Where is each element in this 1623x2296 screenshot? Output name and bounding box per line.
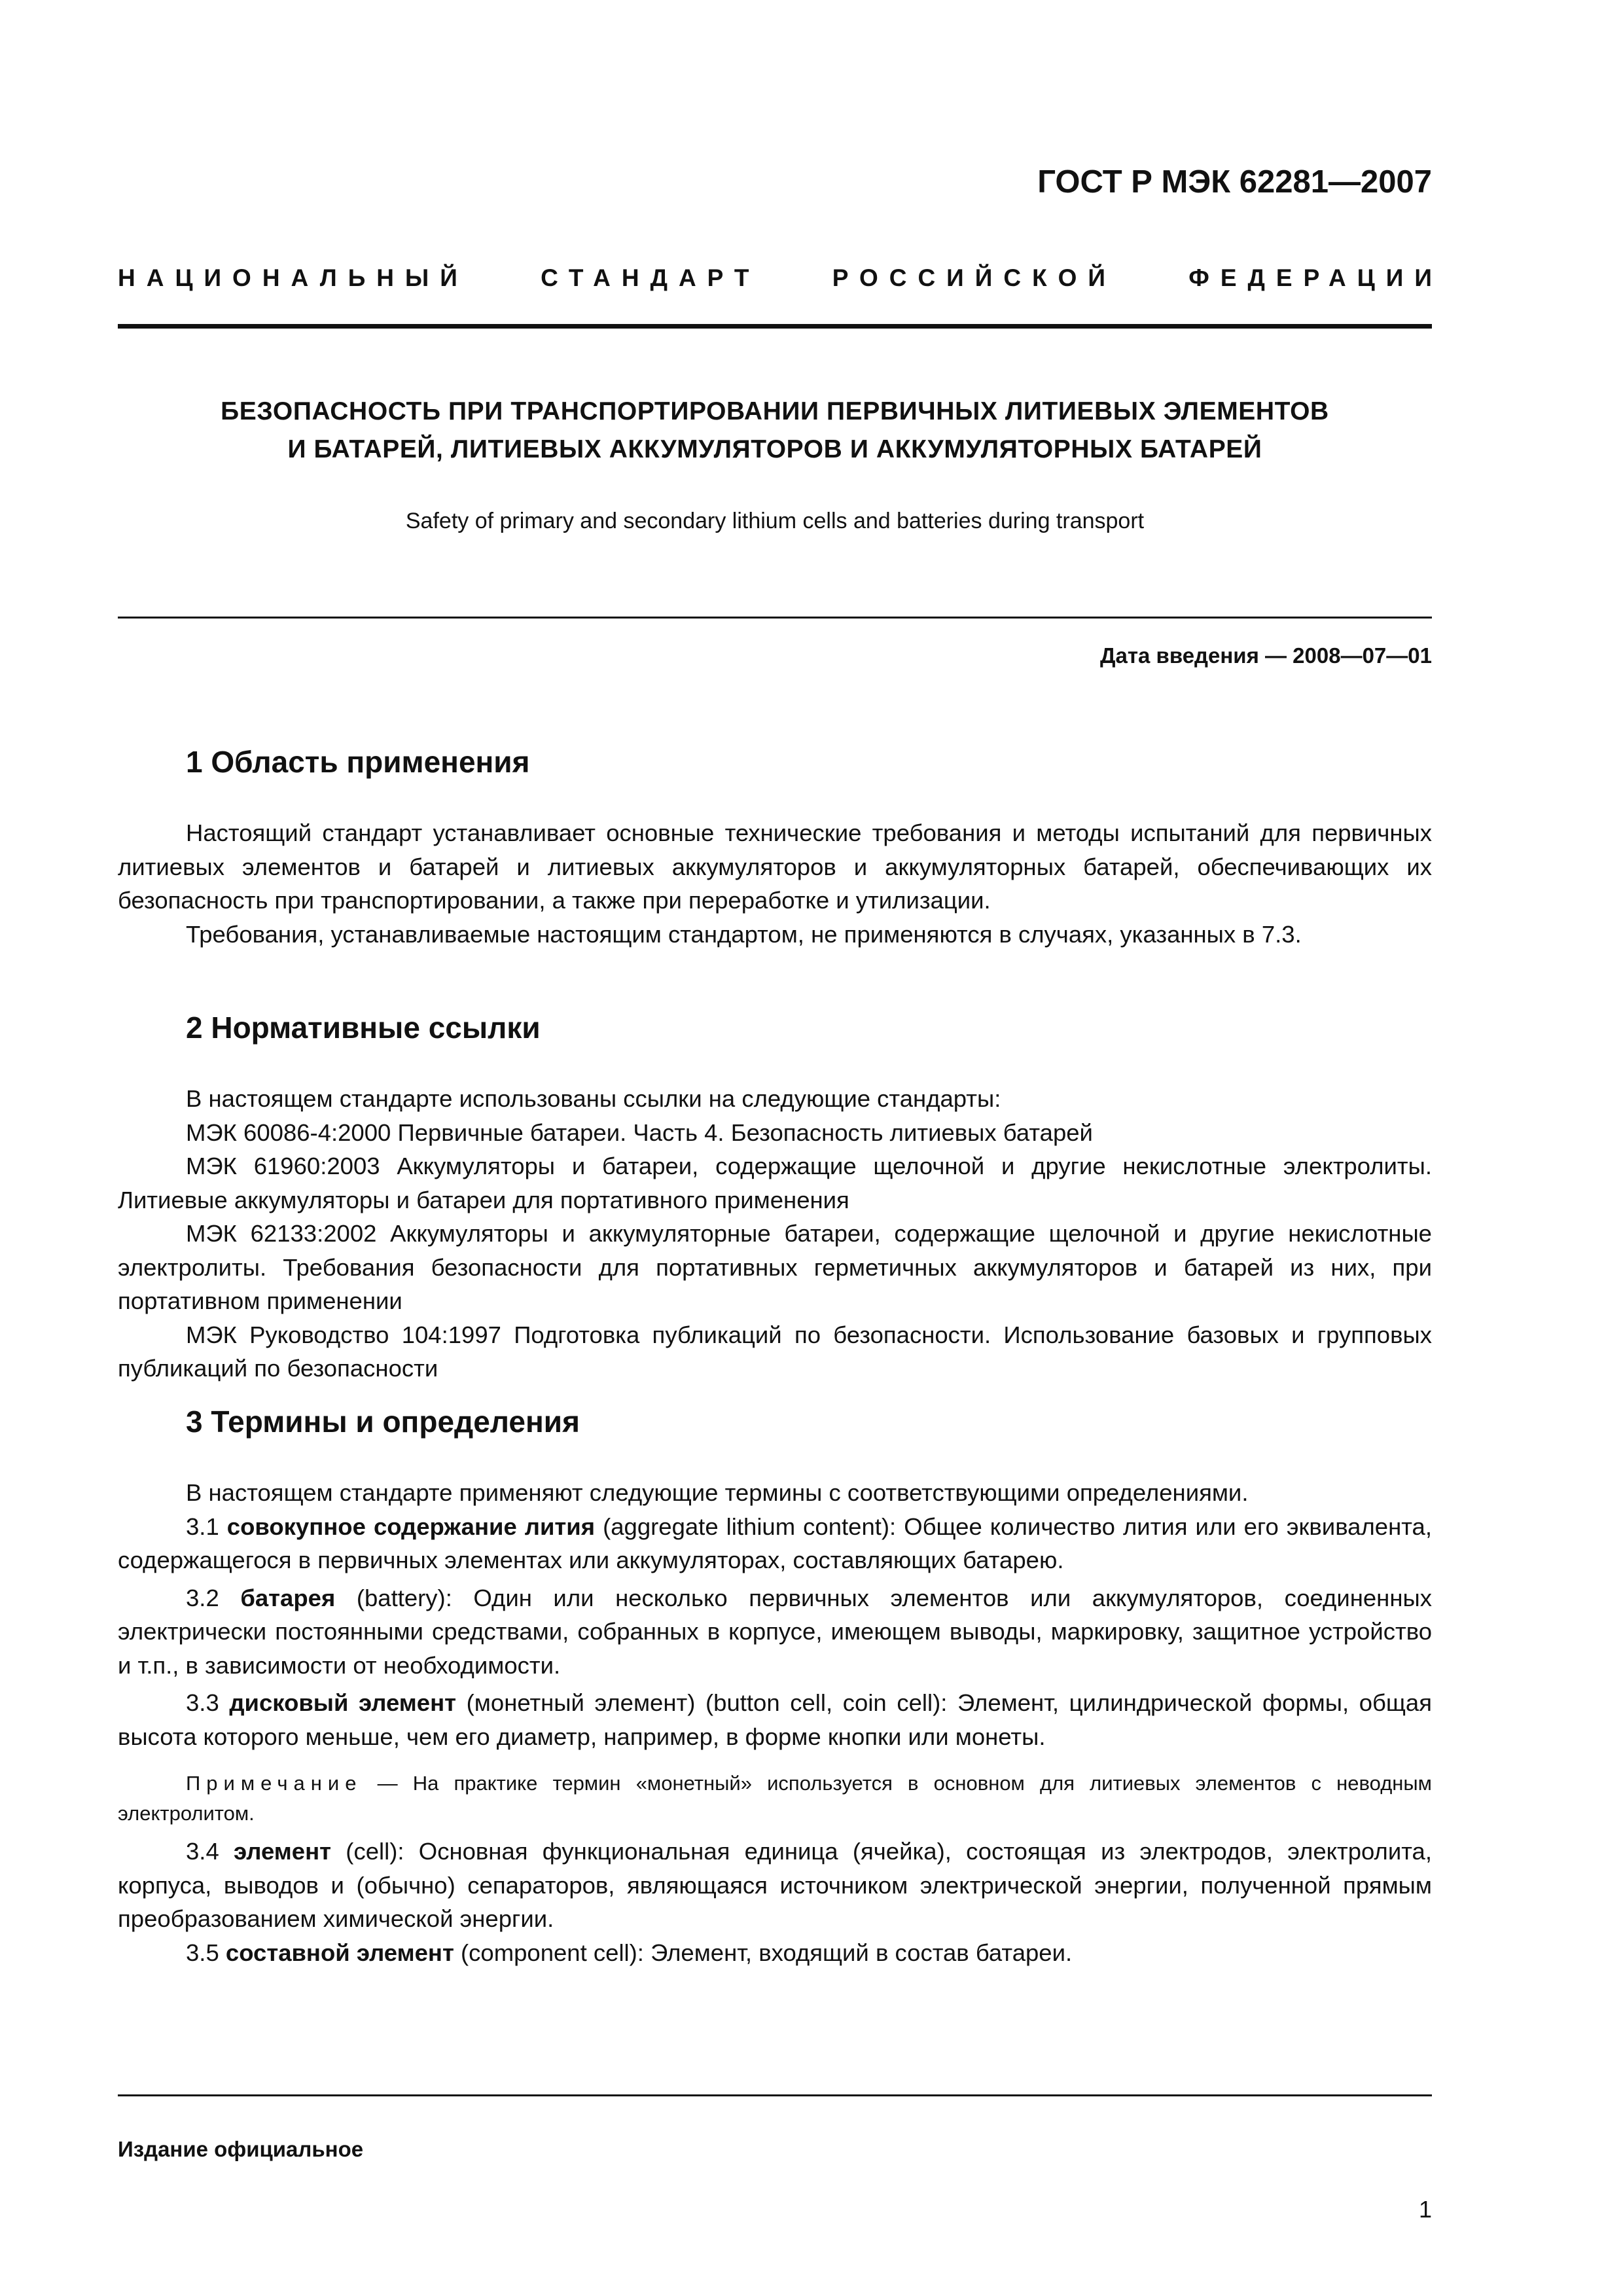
banner-word: РОССИЙСКОЙ: [832, 264, 1117, 291]
term-definition: [118, 1686, 1432, 1753]
term-name: дисковый элемент: [229, 1689, 457, 1716]
term-definition: [118, 1581, 1432, 1683]
term-text: (component cell): Элемент, входящий в состав батареи.: [454, 1939, 1073, 1966]
references-text: [118, 1082, 1432, 1386]
terms-text: [118, 1476, 1432, 1753]
term-definition: [118, 1510, 1432, 1577]
term-number: 3.5: [186, 1939, 219, 1966]
term-text: (монетный элемент) (button cell, coin cell): Элемент, цилиндрической формы, общая высота которого меньше, чем его диаметр, например, в форме кнопки или монеты.: [118, 1689, 1433, 1750]
banner-word: ФЕДЕРАЦИИ: [1188, 264, 1443, 291]
terms-text-continued: [118, 1835, 1432, 1969]
term-text: (cell): Основная функциональная единица (ячейка), состоящая из электродов, электролита, корпуса, выводов и (обычно) сепараторов, являющаяся источником электрической энергии, полученной прямым преобразованием химической энергии.: [118, 1838, 1432, 1932]
term-name: совокупное содержание лития: [226, 1513, 596, 1540]
banner-word: НАЦИОНАЛЬНЫЙ: [118, 264, 469, 291]
note-text: — На практике термин «монетный» используется в основном для литиевых элементов с неводным электролитом.: [118, 1772, 1432, 1825]
term-name: составной элемент: [225, 1939, 454, 1966]
english-title: Safety of primary and secondary lithium cells and batteries during transport: [405, 509, 1145, 533]
term-number: 3.1: [186, 1513, 219, 1540]
term-text: (battery): Один или несколько первичных элементов или аккумуляторов, соединенных электрически постоянными средствами, собранных в корпусе, имеющем выводы, маркировку, защитное устройство и т.п., в зависимости от необходимости.: [118, 1584, 1432, 1679]
note-label: Примечание: [186, 1772, 363, 1795]
scope-text: [118, 816, 1432, 951]
reference-item: МЭК Руководство 104:1997 Подготовка публикаций по безопасности. Использование базовых и групповых публикаций по безопасности: [118, 1321, 1432, 1382]
title-rule: [118, 617, 1432, 619]
section-heading-scope: 1 Область применения: [186, 745, 530, 779]
term-number: 3.4: [186, 1838, 219, 1865]
section-heading-terms: 3 Термины и определения: [186, 1405, 580, 1439]
title-line: И БАТАРЕЙ, ЛИТИЕВЫХ АККУМУЛЯТОРОВ И АККУМУЛЯТОРНЫХ БАТАРЕЙ: [287, 435, 1262, 463]
title-line: БЕЗОПАСНОСТЬ ПРИ ТРАНСПОРТИРОВАНИИ ПЕРВИЧНЫХ ЛИТИЕВЫХ ЭЛЕМЕНТОВ: [221, 397, 1329, 425]
official-edition-label: Издание официальное: [118, 2137, 364, 2161]
term-definition: [118, 1835, 1432, 1936]
term-name: батарея: [240, 1584, 336, 1611]
note-block: [118, 1768, 1432, 1829]
paragraph: В настоящем стандарте применяют следующие термины с соответствующими определениями.: [186, 1479, 1249, 1506]
page-number: 1: [1418, 2196, 1432, 2223]
paragraph: Настоящий стандарт устанавливает основные технические требования и методы испытаний для первичных литиевых элементов и батарей и литиевых аккумуляторов и аккумуляторных батарей, обеспечивающих их безопасность при транспортировании, а также при переработке и утилизации.: [118, 819, 1432, 914]
reference-item: МЭК 60086-4:2000 Первичные батареи. Часть 4. Безопасность литиевых батарей: [186, 1119, 1093, 1146]
document-title: [118, 393, 1432, 469]
term-definition: [118, 1936, 1432, 1970]
banner-word: СТАНДАРТ: [541, 264, 760, 291]
paragraph: В настоящем стандарте использованы ссылки на следующие стандарты:: [186, 1085, 1001, 1112]
term-text: (aggregate lithium content): Общее количество лития или его эквивалента, содержащегося в первичных элементах или аккумуляторах, составляющих батарею.: [118, 1513, 1432, 1573]
reference-item: МЭК 62133:2002 Аккумуляторы и аккумуляторные батареи, содержащие щелочной и другие некислотные электролиты. Требования безопасности для портативных герметичных аккумуляторов и батарей из них, при портативном применении: [118, 1220, 1432, 1314]
standard-number: ГОСТ Р МЭК 62281—2007: [1037, 164, 1432, 200]
header-rule: [118, 324, 1432, 329]
paragraph: Требования, устанавливаемые настоящим стандартом, не применяются в случаях, указанных в 7.3.: [186, 920, 1302, 948]
national-standard-banner: [118, 264, 1443, 292]
reference-item: МЭК 61960:2003 Аккумуляторы и батареи, содержащие щелочной и другие некислотные электролиты. Литиевые аккумуляторы и батареи для портативного применения: [118, 1153, 1432, 1213]
introduction-date: Дата введения — 2008—07—01: [1100, 643, 1432, 668]
section-heading-references: 2 Нормативные ссылки: [186, 1011, 541, 1045]
footer-rule: [118, 2094, 1432, 2096]
term-number: 3.2: [186, 1584, 219, 1611]
note-paragraph: [118, 1768, 1432, 1829]
term-name: элемент: [234, 1838, 332, 1865]
term-number: 3.3: [186, 1689, 219, 1716]
